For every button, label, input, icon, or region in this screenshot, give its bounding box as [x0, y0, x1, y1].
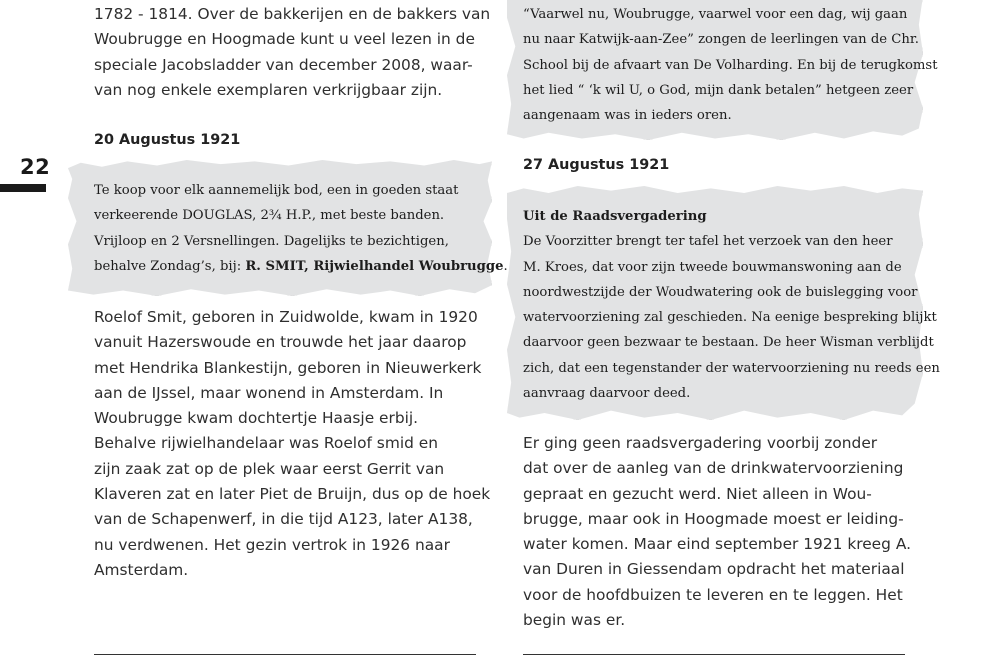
- date-heading-20-aug: 20 Augustus 1921: [94, 132, 241, 148]
- text-line: Woubrugge en Hoogmade kunt u veel lezen in de: [94, 30, 475, 49]
- text-line: aan de IJssel, maar wonend in Amsterdam. In: [94, 383, 444, 402]
- text-line: Behalve rijwielhandelaar was Roelof smid en: [94, 434, 438, 453]
- text-line: van de Schapenwerf, in die tijd A123, later A138,: [94, 510, 473, 529]
- text-line: vanuit Hazerswoude en trouwde het jaar daarop: [94, 333, 467, 352]
- clipping-line: De Voorzitter brengt ter tafel het verzoek van den heer: [523, 234, 893, 250]
- text-line: voor de hoofdbuizen te leveren en te leggen. Het: [523, 585, 903, 604]
- right-column-rule: [523, 654, 905, 655]
- right-body-paragraph: [523, 431, 911, 633]
- date-heading-27-aug: 27 Augustus 1921: [523, 157, 670, 173]
- clipping-line: zich, dat een tegenstander der watervoorziening nu reeds een: [523, 360, 940, 376]
- clipping-text-raadsvergadering: [523, 204, 940, 406]
- clipping-line: aanvraag daarvoor deed.: [523, 386, 691, 402]
- text-line: Amsterdam.: [94, 560, 189, 579]
- left-intro-paragraph: [94, 2, 490, 103]
- text-line: Er ging geen raadsvergadering voorbij zonder: [523, 434, 878, 452]
- clipping-title: Uit de Raadsvergadering: [523, 209, 707, 224]
- page-number: 22: [20, 155, 51, 179]
- clipping-line: verkeerende DOUGLAS, 2¾ H.P., met beste banden.: [94, 208, 445, 224]
- text-line: nu verdwenen. Het gezin vertrok in 1926 naar: [94, 535, 450, 554]
- text-line: speciale Jacobsladder van december 2008, waar-: [94, 55, 473, 74]
- clipping-line: Vrijloop en 2 Versnellingen. Dagelijks te bezichtigen,: [94, 233, 449, 249]
- text-line: zijn zaak zat op de plek waar eerst Gerrit van: [94, 459, 445, 478]
- clipping-line: watervoorziening zal geschieden. Na eenige bespreking blijkt: [523, 310, 937, 326]
- clipping-line: het lied “ ‘k wil U, o God, mijn dank betalen” hetgeen zeer: [523, 82, 914, 98]
- left-column-rule: [94, 654, 476, 655]
- clipping-line-suffix: .: [503, 258, 508, 274]
- text-line: begin was er.: [523, 611, 626, 630]
- clipping-line: Te koop voor elk aannemelijk bod, een in goeden staat: [94, 183, 459, 198]
- text-line: met Hendrika Blankestijn, geboren in Nieuwerkerk: [94, 358, 482, 377]
- clipping-line: School bij de afvaart van De Volharding. En bij de terugkomst: [523, 57, 938, 73]
- clipping-line: M. Kroes, dat voor zijn tweede bouwmanswoning aan de: [523, 259, 902, 275]
- clipping-line: “Vaarwel nu, Woubrugge, vaarwel voor een dag, wij gaan: [523, 7, 908, 22]
- clipping-line: nu naar Katwijk-aan-Zee” zongen de leerlingen van de Chr.: [523, 32, 919, 48]
- text-line: Woubrugge kwam dochtertje Haasje erbij.: [94, 409, 419, 428]
- clipping-last-line: [94, 254, 508, 279]
- text-line: Roelof Smit, geboren in Zuidwolde, kwam in 1920: [94, 308, 478, 326]
- clipping-advertiser: R. SMIT, Rijwielhandel Woubrugge: [245, 258, 504, 274]
- text-line: dat over de aanleg van de drinkwatervoorziening: [523, 459, 904, 478]
- clipping-line: noordwestzijde der Woudwatering ook de buislegging voor: [523, 284, 918, 300]
- left-body-paragraph: [94, 305, 490, 583]
- text-line: brugge, maar ook in Hoogmade moest er leiding-: [523, 509, 904, 528]
- text-line: water komen. Maar eind september 1921 kreeg A.: [523, 535, 911, 554]
- text-line: Klaveren zat en later Piet de Bruijn, dus op de hoek: [94, 485, 491, 504]
- text-line: van nog enkele exemplaren verkrijgbaar zijn.: [94, 80, 443, 99]
- text-line: 1782 - 1814. Over de bakkerijen en de bakkers van: [94, 5, 491, 23]
- clipping-line: daarvoor geen bezwaar te bestaan. De heer Wisman verblijdt: [523, 335, 934, 351]
- text-line: gepraat en gezucht werd. Niet alleen in Wou-: [523, 484, 872, 503]
- text-line: van Duren in Giessendam opdracht het materiaal: [523, 560, 905, 579]
- clipping-text-katwijk: [523, 2, 938, 128]
- clipping-line-prefix: behalve Zondag’s, bij:: [94, 258, 246, 274]
- clipping-text-douglas: [94, 178, 508, 279]
- page-number-bar: [0, 184, 46, 192]
- clipping-line: aangenaam was in ieders oren.: [523, 108, 732, 124]
